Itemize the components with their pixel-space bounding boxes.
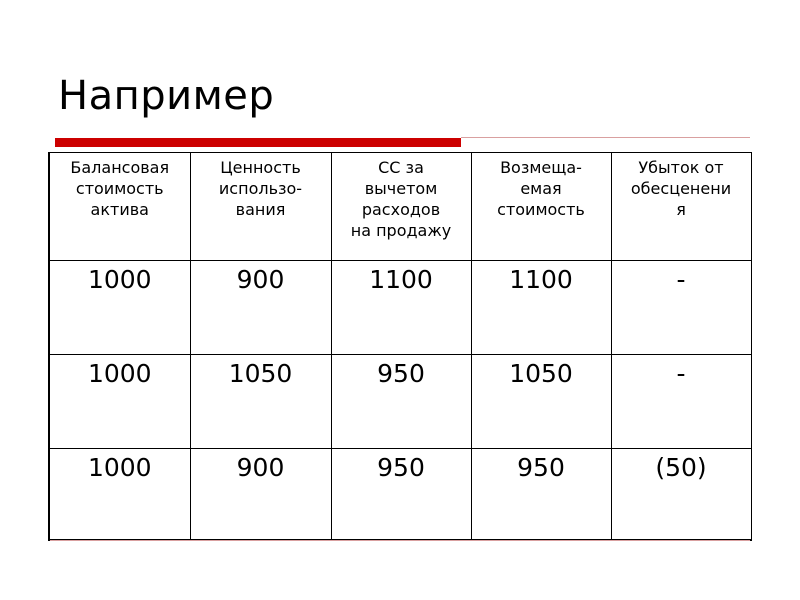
header-line: актива [90,200,149,219]
header-line: обесценени [630,179,732,198]
header-line: емая [520,179,562,198]
bottom-thin-rule [50,540,750,541]
header-line: Возмеща- [500,158,582,177]
table-cell: - [611,261,751,355]
header-line: стоимость [75,179,164,198]
header-line: СС за [378,158,424,177]
impairment-table [48,152,752,541]
header-line: Балансовая [70,158,170,177]
title-accent-rule [55,138,461,147]
table-cell: 950 [331,355,471,449]
header-line: использо- [218,179,303,198]
table-cell: 1050 [190,355,331,449]
table-cell: 1100 [471,261,611,355]
table-cell: (50) [611,449,751,541]
header-line: Убыток от [638,158,724,177]
table-cell: 1000 [49,449,190,541]
header-line: расходов [361,200,441,219]
table-cell: 950 [331,449,471,541]
table-cell: 1000 [49,355,190,449]
table-cell: 900 [190,261,331,355]
title-thin-rule [461,137,750,138]
table-cell: 900 [190,449,331,541]
header-line: вычетом [364,179,438,198]
table-cell: 1100 [331,261,471,355]
header-line: вания [235,200,286,219]
table-header-row [49,153,751,261]
header-carrying-amount [49,153,190,261]
table-row [49,449,751,541]
header-value-in-use [190,153,331,261]
slide-title: Например [58,73,275,119]
header-impairment-loss [611,153,751,261]
header-recoverable-amount [471,153,611,261]
header-line: Ценность [220,158,301,177]
table-row [49,355,751,449]
table-cell: 1050 [471,355,611,449]
header-fair-value-less-costs [331,153,471,261]
header-line: на продажу [350,221,452,240]
header-line: я [676,200,686,219]
table-cell: - [611,355,751,449]
table-cell: 1000 [49,261,190,355]
header-line: стоимость [497,200,585,219]
table-cell: 950 [471,449,611,541]
table-row [49,261,751,355]
